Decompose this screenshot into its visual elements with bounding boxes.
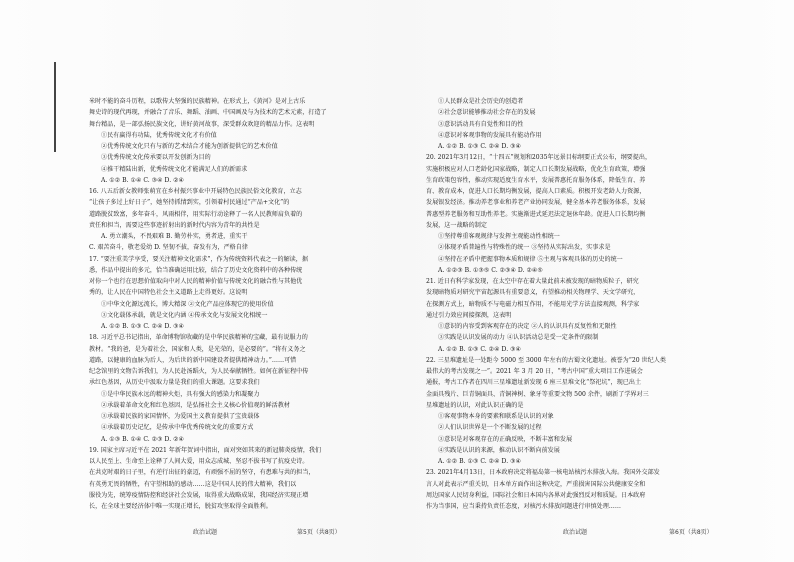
text-line: A. 勇立潮头，不畏艰难 B. 勤劳朴实，勇者进，重实干 bbox=[101, 233, 248, 240]
text-line: 育、教育成本，促进人口长期均衡发展，提高人口素质。积极开发老龄人力资源， bbox=[426, 188, 646, 195]
text-line: 道路脱贫致富，多年奋斗，风雨相伴，用实际行动诠释了一名人民教师肩负着的 bbox=[89, 210, 303, 218]
text-line: 责任和担当，需要这些事迹折射出的新时代内容为青年的共性是 bbox=[89, 221, 260, 229]
binding-line bbox=[54, 62, 56, 152]
text-line: ①中华文化源远流长，博大精深 ②文化产品应体现它的使用价值 bbox=[101, 300, 274, 308]
text-line: ③承载着民族的家国情怀，为爱国主义教育提供了宝贵载体 bbox=[101, 413, 260, 420]
text-line: A. ①② B. ①④ C. ③④ D. ②④ bbox=[101, 176, 185, 184]
text-line: ③实践是认识发展的动力 ④认识活动总是受一定条件的限制 bbox=[438, 334, 599, 342]
footer-page-right: 第6页（共8页） bbox=[669, 529, 713, 536]
text-line: ①人民群众是社会历史的创造者 bbox=[438, 98, 524, 105]
text-line: ④实践是认识的来源，推动认识不断向前发展 bbox=[438, 446, 560, 454]
text-line: ③意识活动具有自觉性和目的性 bbox=[438, 120, 524, 128]
text-line: 舞台精品，是一部弘扬民族文化，讲好黄河故事，深受群众欢迎的精品力作。这表明 bbox=[89, 120, 315, 128]
text-line: ②社会意识能够推动社会存在的发展 bbox=[438, 109, 536, 117]
text-line: ①民有赢得有功陆，优秀传统文化才有价值 bbox=[101, 131, 217, 139]
text-line: 发现暗物质对研究宇宙起源具有重要意义，有望推动相关物理学、天文学研究， bbox=[426, 289, 640, 297]
text-line: 普惠型养老服务和互助性养老。实施渐进式延迟法定退休年龄。促进人口长期均衡 bbox=[426, 210, 646, 218]
text-line: 实施积极应对人口老龄化国家战略，制定人口长期发展战略，优化生育政策，增强 bbox=[426, 165, 646, 173]
text-line: ④意识对客观事物的发展具有能动作用 bbox=[438, 131, 542, 139]
text-line: 发展，这一战略的制定 bbox=[426, 221, 487, 229]
footer-page-left: 第5页（共8页） bbox=[297, 529, 341, 536]
text-line: 16. 八五后新女教师张萌宜在乡村振兴事业中开展特色民族民俗文化教育，立志 bbox=[89, 188, 302, 195]
text-line: 在共克时艰的日子里，有逆行出征的豪迈，有顽强不屈的坚守，有患难与共的担当， bbox=[89, 469, 315, 477]
text-line: A. ①②③ B. ①③⑤ C. ②③④ D. ②④⑤ bbox=[438, 266, 543, 274]
text-line: ②体现矛盾普遍性与特殊性的统一 ③坚持从实际出发，实事求是 bbox=[438, 244, 611, 252]
text-line: ②优秀传统文化只有与新的艺术结合才能为创新提供它的艺术价值 bbox=[101, 143, 278, 150]
text-line: 有英勇无畏的牺牲，有守望相助的感动……这是中国人民的伟大精神，我们以 bbox=[89, 480, 297, 488]
text-line: ①是中华民族永远的精神火炬，具有强大的感染力和凝聚力 bbox=[101, 390, 260, 398]
text-line: 秀的，让人民在中国特色社会主义道路上走得更好。这说明 bbox=[89, 289, 248, 297]
left-column bbox=[89, 96, 427, 516]
text-line: 21. 近日有科学家发现，在太空中存在着大量此前未被发现的暗物质粒子，研究 bbox=[426, 278, 639, 285]
text-line: ①意识的内容受到客观存在的决定 ②人的认识具有反复性和无限性 bbox=[438, 323, 617, 330]
text-line: ③文化载体承载，就是文化内涵 ④传承文化与发展文化相统一 bbox=[101, 311, 268, 319]
text-line: 通报，考古工作者在四川三星堆遗址新发现 6 座三星堆文化“祭祀坑”，现已出土 bbox=[426, 379, 642, 387]
text-line: ③意识是对客观存在的正确反映，不断丰富和发展 bbox=[438, 435, 573, 443]
right-column bbox=[426, 96, 764, 516]
text-line: ④坚持在矛盾中把握事物本质和规律 ⑤主观与客观具体的历史的统一 bbox=[438, 255, 623, 263]
text-line: 周边国家人民切身利益，国际社会和日本国内各界对此强烈反对和质疑。日本政府 bbox=[426, 491, 646, 499]
text-line: 以人民至上、生命至上诠释了人间大爱，用众志成城、坚忍不拔书写了抗疫史诗。 bbox=[89, 458, 309, 465]
text-line: 19. 国家主席习近平在 2021 年新年贺词中指出，面对突如其来的新冠肺炎疫情，我们 bbox=[89, 446, 322, 454]
text-line: A. ①② B. ①③ C. ②④ D. ③④ bbox=[438, 345, 522, 353]
text-line: 在探测方式上，暗物质不与电磁力相互作用，不能用光学方法直接观测，科学家 bbox=[426, 300, 640, 308]
text-line: ②承载着革命文化和红色基因，是弘扬社会主义核心价值观的鲜活教材 bbox=[101, 401, 290, 409]
text-line: 服役为先，统筹疫情防控和经济社会发展，取得重大战略成果，我国经济实现正增 bbox=[89, 491, 309, 499]
text-line: 作为当事国，应当秉持负责任态度，对核污水排放问题进行审慎处理…… bbox=[426, 503, 621, 510]
text-line: 22. 三星堆遗址是一处距今 5000 至 3000 年左右的古蜀文化遗址。被誉为“20 世纪人类 bbox=[426, 356, 666, 364]
text-line: ④承载着历史记忆，是传承中华优秀传统文化的重要方式 bbox=[101, 424, 254, 432]
text-line: ①坚持尊重客观规律与发挥主观能动性相统一 bbox=[438, 233, 560, 240]
text-line: A. ①② B. ①③ C. ②④ D. ③④ bbox=[438, 458, 522, 465]
text-line: 道路，以健康的血脉为后人，为后世的新中国建设者提供精神动力。”……可惜 bbox=[89, 356, 297, 364]
text-line: A. ①② B. ①③ C. ②④ D. ③④ bbox=[438, 143, 522, 150]
text-line: C. 艰苦奋斗，敬老爱幼 D. 坚韧不拔，奋发有为，严格自律 bbox=[89, 244, 248, 252]
text-line: 对你一个也行在思想价值取向中对人民的精神价值与传统文化的融合性与其他优 bbox=[89, 278, 303, 285]
text-line: 长，在全球主要经济体中唯一实现正增长，脱贫攻坚取得全面胜利。 bbox=[89, 503, 272, 510]
text-line: “让孩子多过上好日子”，她坚持抓情到实，引领着村民通过“产品+文化”的 bbox=[89, 199, 290, 207]
text-line: 悉，作品中提出的多元，恰当准确运用比较，结合了历史文化资料中的各种传统 bbox=[89, 266, 303, 274]
text-line: ③优秀传统文化传承要以开发创新为目的 bbox=[101, 154, 211, 162]
text-line: 星堆遗址的认识，对此认识正确的是 bbox=[426, 401, 524, 409]
text-line: ②人们认识世界是一个不断发展的过程 bbox=[438, 424, 542, 432]
text-line: ①客观事物本身的要素和联系是认识的对象 bbox=[438, 413, 554, 420]
text-line: A. ①③ B. ①④ C. ②③ D. ②④ bbox=[101, 435, 185, 443]
text-line: 18. 习近平总书记指出，革命博物馆收藏的是中华民族精神的宝藏，最有说服力的 bbox=[89, 334, 308, 342]
text-line: 承红色基因，从历史中汲取力量是我们的重大课题。这要求我们 bbox=[89, 379, 260, 387]
footer-subject-right: 政治试题 bbox=[563, 529, 588, 536]
text-line: 通过引力效应间接探测，这表明 bbox=[426, 311, 512, 319]
text-line: 23. 2021年4月13日，日本政府决定将福岛第一核电站核污水排放入海。我国外交部发 bbox=[426, 469, 660, 477]
text-line: 教材。“我的爸，是为着社会，国家和人类，是光荣的，是必要的”。“将有义务之 bbox=[89, 345, 306, 353]
text-line: 纪念馆里的文物告诉我们，为人民赴汤蹈火，为人民奉献牺牲。如何在新征程中传 bbox=[89, 368, 309, 375]
text-line: 最伟大的考古发现之一”。2021 年 3 月 20 日，“考古中国”重大项目工作进展会 bbox=[426, 368, 643, 375]
text-line: ④推干精陆出新，优秀传统文化才能满足人们的新需求 bbox=[101, 165, 248, 173]
text-line: 17. “要注重美学享受，要关注精神文化需求”，作为传统资料代表之一的解读，据 bbox=[89, 255, 308, 263]
text-line: 发展银发经济。推动养老事业和养老产业协同发展，健全基本养老服务体系，发展 bbox=[426, 199, 646, 207]
text-line: 米时不能的奋斗历程，以歌传大坚强的民族精神。在形式上，《黄河》是对上古乐 bbox=[89, 98, 306, 105]
text-line: 生育政策包容性，推动实现适度生育水平，发展普惠托育服务体系，降低生育、养 bbox=[426, 176, 646, 184]
text-line: A. ①② B. ①③ C. ②④ D. ③④ bbox=[101, 323, 185, 330]
text-line: 舞史诗的现代再现，并融合了音乐、舞蹈、油画、中国画及与为技术的艺术元素，打造了 bbox=[89, 109, 327, 117]
text-line: 言人对此表示严重关切，日本单方面作出这种决定，严重损害国际公共健康安全和 bbox=[426, 480, 646, 488]
text-line: 金面具残片、巨青铜面具、青铜神树、象牙等重要文物 500 余件，刷新了学界对三 bbox=[426, 390, 649, 398]
text-line: 20. 2021年3月12日，“十四五”规划和2035年远景目标纲要正式公布，纲要提出， bbox=[426, 154, 652, 162]
footer-subject-left: 政治试题 bbox=[193, 529, 218, 536]
